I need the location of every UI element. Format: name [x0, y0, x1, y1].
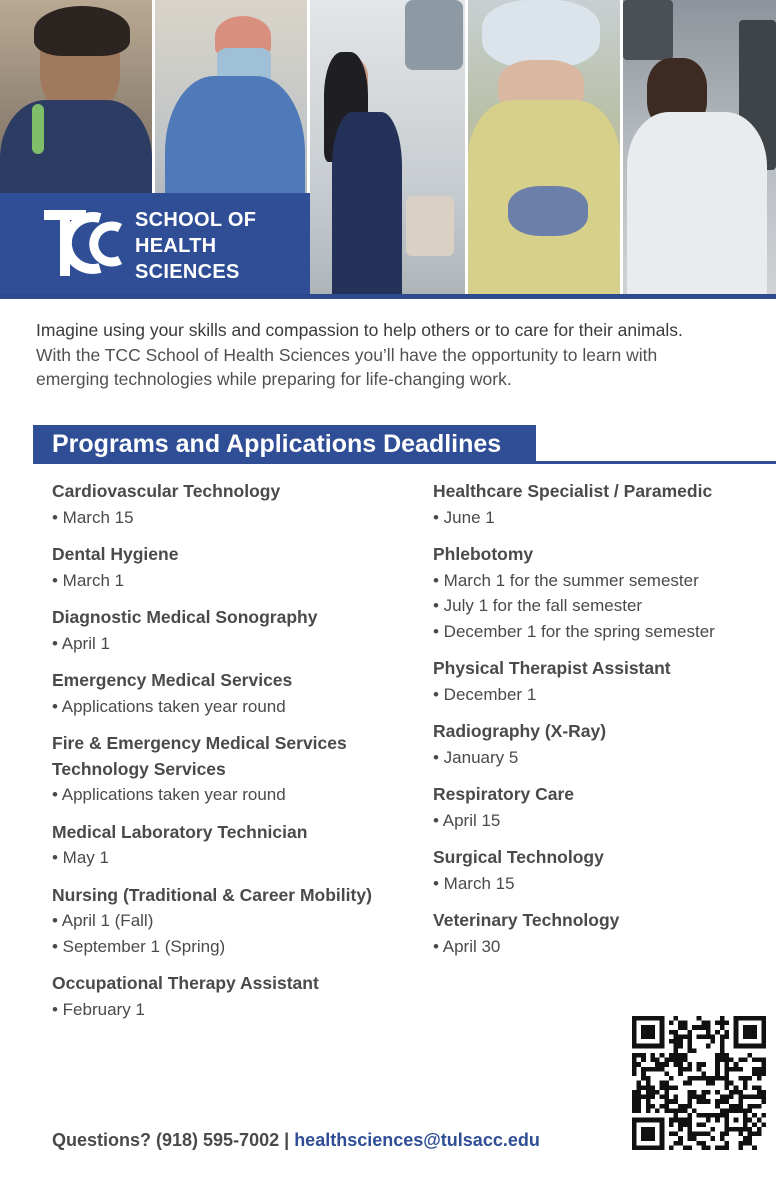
- qr-code-icon[interactable]: [632, 1016, 766, 1150]
- program-deadline: • September 1 (Spring): [52, 936, 226, 956]
- program-item: [433, 719, 773, 770]
- email-link[interactable]: healthsciences@tulsacc.edu: [294, 1130, 540, 1150]
- program-item: [433, 656, 773, 707]
- program-item: [52, 820, 422, 871]
- footer-separator: |: [284, 1130, 290, 1150]
- program-deadline: • March 15: [52, 507, 134, 527]
- programs-left-column: [52, 479, 422, 1034]
- program-item: [433, 542, 773, 644]
- program-deadline: • June 1: [433, 507, 495, 527]
- photo-sonographer: [310, 0, 465, 294]
- program-item: [433, 845, 773, 896]
- school-name-line: HEALTH: [135, 235, 217, 257]
- programs-right-column: [433, 479, 773, 971]
- program-deadline: • March 1: [52, 570, 125, 590]
- phone-contact[interactable]: Questions? (918) 595-7002: [52, 1130, 280, 1150]
- program-name: Radiography (X-Ray): [433, 721, 607, 741]
- program-name: Physical Therapist Assistant: [433, 658, 671, 678]
- program-deadline: • July 1 for the fall semester: [433, 596, 643, 615]
- program-deadline: • February 1: [52, 999, 145, 1019]
- program-name: Medical Laboratory Technician: [52, 821, 308, 842]
- program-deadline: • January 5: [433, 747, 519, 767]
- program-item: [52, 731, 422, 808]
- program-name: Healthcare Specialist / Paramedic: [433, 481, 713, 501]
- program-name: Respiratory Care: [433, 784, 575, 804]
- intro-line: Imagine using your skills and compassion to help others or to care for their animals.: [36, 320, 683, 340]
- program-name: Cardiovascular Technology: [52, 481, 281, 501]
- section-rule: [33, 461, 776, 464]
- program-name: Surgical Technology: [433, 847, 604, 867]
- header-photo-banner: [0, 0, 776, 299]
- program-deadline: • December 1 for the spring semester: [433, 621, 715, 641]
- intro-line: emerging technologies while preparing for life-changing work.: [36, 369, 512, 389]
- program-name: Fire & Emergency Medical Services: [52, 733, 347, 753]
- program-item: [433, 479, 773, 530]
- program-deadline: • December 1: [433, 684, 537, 704]
- program-name: Diagnostic Medical Sonography: [52, 607, 318, 627]
- school-name: [135, 207, 256, 285]
- program-item: [52, 605, 422, 656]
- photo-lab-gown: [468, 0, 620, 294]
- photo-lab-scientist: [623, 0, 776, 294]
- program-name: Dental Hygiene: [52, 544, 179, 564]
- program-name: Veterinary Technology: [433, 910, 620, 930]
- school-name-line: SCHOOL OF: [135, 209, 257, 231]
- program-deadline: • April 1: [52, 633, 110, 653]
- program-name: Phlebotomy: [433, 544, 534, 564]
- program-name: Technology Services: [52, 758, 226, 779]
- program-deadline: • May 1: [52, 848, 109, 867]
- program-item: [52, 971, 422, 1022]
- program-deadline: • Applications taken year round: [52, 696, 286, 716]
- program-item: [433, 908, 773, 959]
- program-deadline: • March 15: [433, 873, 515, 893]
- program-name: Occupational Therapy Assistant: [52, 973, 319, 993]
- program-deadline: • Applications taken year round: [52, 785, 286, 804]
- program-deadline: • April 15: [433, 810, 501, 830]
- program-item: [433, 782, 773, 833]
- program-name: Nursing (Traditional & Career Mobility): [52, 884, 372, 905]
- program-deadline: • April 1 (Fall): [52, 911, 154, 930]
- tcc-logo-icon: [44, 206, 126, 280]
- contact-footer: [52, 1126, 540, 1154]
- program-item: [52, 883, 422, 960]
- program-item: [52, 668, 422, 719]
- intro-line: With the TCC School of Health Sciences you’ll have the opportunity to learn with: [36, 344, 658, 365]
- program-deadline: • March 1 for the summer semester: [433, 570, 699, 590]
- program-name: Emergency Medical Services: [52, 670, 293, 690]
- header-divider: [0, 294, 776, 299]
- program-item: [52, 542, 422, 593]
- section-title: Programs and Applications Deadlines: [52, 430, 502, 458]
- intro-paragraph: [36, 318, 766, 392]
- program-item: [52, 479, 422, 530]
- school-name-line: SCIENCES: [135, 261, 240, 283]
- program-deadline: • April 30: [433, 936, 501, 956]
